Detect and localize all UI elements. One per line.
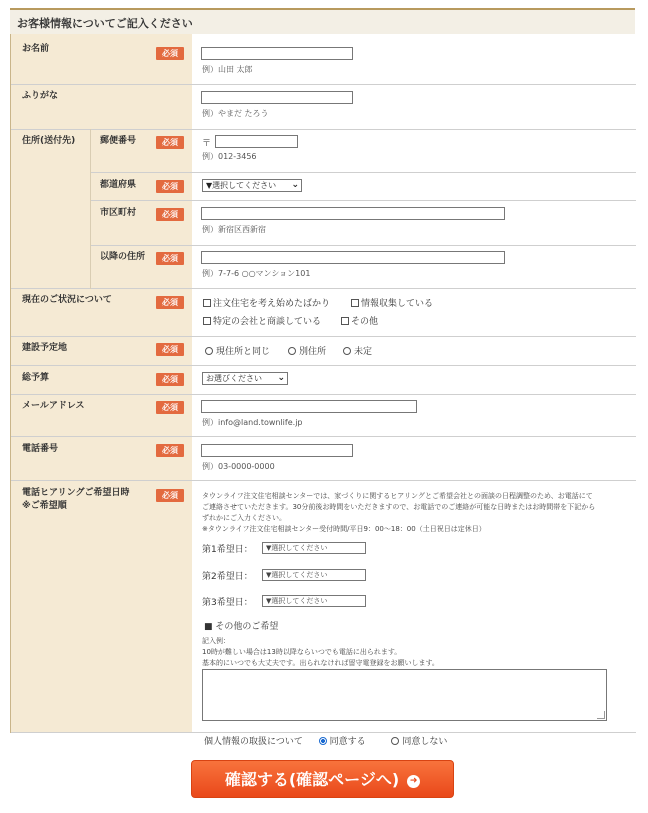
name-input[interactable] (201, 47, 353, 60)
row-divider (11, 480, 636, 481)
status-option[interactable]: 情報収集している (351, 296, 433, 309)
second-choice-select[interactable]: ▼選択してください (262, 569, 366, 581)
phone-example: 例）03-0000-0000 (202, 462, 275, 471)
row-divider (90, 245, 636, 246)
postal-input[interactable] (215, 135, 298, 148)
row-divider (11, 365, 636, 366)
postal-mark: 〒 (202, 139, 212, 149)
phone-label: 電話番号 (22, 444, 59, 454)
row-divider (11, 394, 636, 395)
row-divider (11, 732, 636, 733)
radio[interactable] (391, 737, 399, 745)
customer-form (10, 34, 635, 733)
required-badge: 必須 (156, 401, 184, 414)
resize-handle-icon[interactable] (597, 711, 605, 719)
required-badge: 必須 (156, 489, 184, 502)
row-divider (90, 200, 636, 201)
prefecture-select[interactable] (202, 179, 302, 192)
email-input[interactable] (201, 400, 417, 413)
status-option[interactable]: 特定の会社と商談している (203, 314, 321, 327)
site-option[interactable]: 別住所 (288, 344, 326, 357)
required-badge: 必須 (156, 296, 184, 309)
radio[interactable] (205, 347, 213, 355)
row-divider (11, 288, 636, 289)
postal-label: 郵便番号 (100, 136, 137, 146)
required-badge: 必須 (156, 180, 184, 193)
checkbox[interactable] (341, 317, 349, 325)
other-example: 記入例： (202, 637, 230, 645)
other-requests-textarea[interactable] (202, 669, 607, 721)
email-label: メールアドレス (22, 401, 85, 411)
chevron-down-icon: ⌄ (277, 373, 285, 383)
budget-select[interactable] (202, 372, 288, 385)
second-choice-label: 第2希望日： (202, 572, 253, 582)
row-divider (90, 172, 636, 173)
required-badge: 必須 (156, 47, 184, 60)
site-option[interactable]: 未定 (343, 344, 372, 357)
furigana-label: ふりがな (22, 91, 59, 101)
furigana-input[interactable] (201, 91, 353, 104)
row-divider (11, 336, 636, 337)
phone-input[interactable] (201, 444, 353, 457)
email-example: 例）info@land.townlife.jp (202, 418, 303, 427)
hearing-note: ※タウンライフ注文住宅相談センター受付時間/平日9：00～18：00（土日祝日は定休日） (202, 525, 486, 533)
city-example: 例）新宿区西新宿 (202, 225, 266, 234)
name-example: 例）山田 太郎 (202, 65, 253, 74)
disagree-option[interactable]: 同意しない (391, 737, 447, 747)
required-badge: 必須 (156, 136, 184, 149)
furigana-example: 例）やまだ たろう (202, 109, 269, 118)
radio[interactable] (343, 347, 351, 355)
status-option[interactable]: 注文住宅を考え始めたばかり (203, 296, 330, 309)
status-label: 現在のご状況について (22, 295, 112, 305)
radio[interactable] (319, 737, 327, 745)
other-requests-title: ■ その他のご希望 (204, 622, 279, 632)
other-example: 基本的にいつでも大丈夫です。出られなければ留守電登録をお願いします。 (202, 659, 439, 667)
budget-select-value: お選びください (206, 374, 262, 383)
checkbox[interactable] (351, 299, 359, 307)
row-divider (11, 436, 636, 437)
privacy-consent (204, 734, 447, 747)
name-label: お名前 (22, 44, 50, 54)
postal-example: 例）012-3456 (202, 152, 257, 161)
required-badge: 必須 (156, 343, 184, 356)
checkbox[interactable] (203, 299, 211, 307)
confirm-button[interactable] (191, 760, 454, 798)
other-example: 10時が難しい場合は13時以降ならいつでも電話に出られます。 (202, 648, 402, 656)
third-choice-select[interactable]: ▼選択してください (262, 595, 366, 607)
city-label: 市区町村 (100, 208, 137, 218)
section-header (10, 8, 635, 34)
section-title: お客様情報についてご記入ください (17, 17, 193, 30)
street-example: 例）7-7-6 ○○マンション101 (202, 269, 311, 278)
row-divider (11, 84, 636, 85)
third-choice-label: 第3希望日： (202, 598, 253, 608)
chevron-down-icon: ⌄ (291, 180, 299, 190)
agree-option[interactable]: 同意する (319, 737, 366, 747)
street-input[interactable] (201, 251, 505, 264)
site-option[interactable]: 現住所と同じ (205, 344, 270, 357)
hearing-note: ずれかにご入力ください。 (202, 514, 286, 522)
hearing-note: タウンライフ注文住宅相談センターでは、家づくりに関するヒアリングとご希望会社との面談の日程調整のため、お電話にて (202, 492, 593, 500)
site-label: 建設予定地 (22, 343, 68, 353)
required-badge: 必須 (156, 208, 184, 221)
privacy-text: 個人情報の取扱について (204, 737, 303, 747)
checkbox[interactable] (203, 317, 211, 325)
city-input[interactable] (201, 207, 505, 220)
hearing-note: ご連絡させていただきます。30分前後お時間をいただきますので、お電話でのご連絡が可能な日時またはお時間帯を下記から (202, 503, 596, 511)
radio[interactable] (288, 347, 296, 355)
budget-label: 総予算 (22, 373, 50, 383)
first-choice-label: 第1希望日： (202, 545, 253, 555)
row-divider (11, 129, 636, 130)
address-label: 住所(送付先) (22, 136, 76, 146)
hearing-sublabel: ※ご希望順 (22, 501, 67, 511)
required-badge: 必須 (156, 373, 184, 386)
hearing-label: 電話ヒアリングご希望日時 (22, 488, 130, 498)
status-option[interactable]: その他 (341, 314, 378, 327)
required-badge: 必須 (156, 252, 184, 265)
arrow-right-icon: ➜ (407, 775, 420, 788)
prefecture-select-value: ▼選択してください (206, 181, 277, 190)
prefecture-label: 都道府県 (100, 180, 137, 190)
confirm-button-label: 確認する(確認ページへ) (224, 770, 400, 789)
street-label: 以降の住所 (100, 252, 146, 262)
first-choice-select[interactable]: ▼選択してください (262, 542, 366, 554)
required-badge: 必須 (156, 444, 184, 457)
address-divider (90, 129, 91, 289)
